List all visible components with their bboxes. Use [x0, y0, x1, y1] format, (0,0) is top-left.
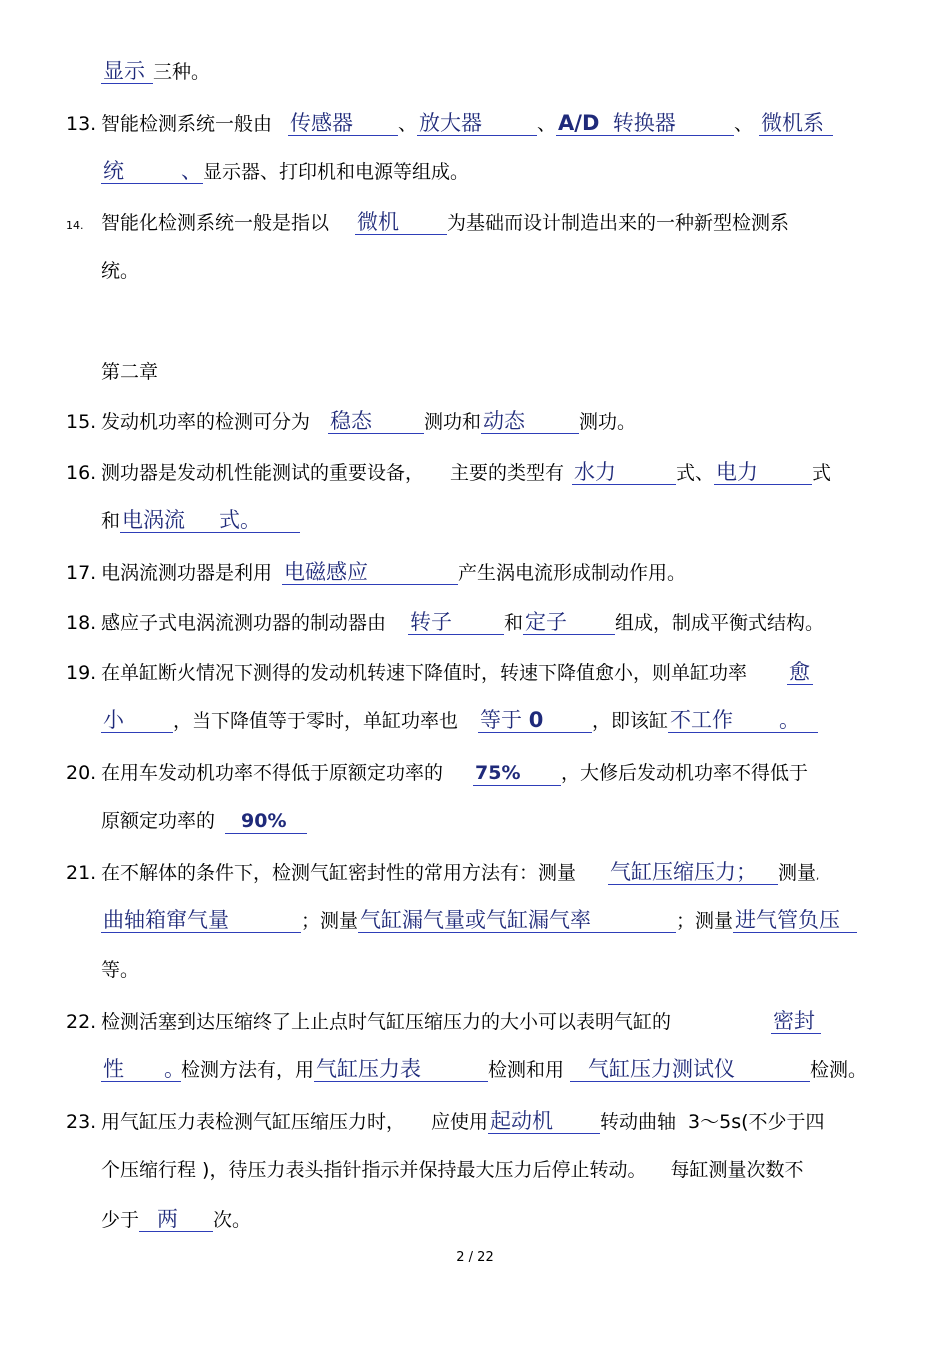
static-text: 检测活塞到达压缩终了上止点时气缸压缩压力的大小可以表明气缸的	[101, 1011, 672, 1033]
question-number: 13.	[66, 113, 97, 135]
static-text: 和	[504, 612, 524, 634]
answer-blank: 两	[139, 1207, 213, 1232]
static-text: 智能检测系统一般由	[101, 113, 273, 135]
answer-blank: 曲轴箱窜气量	[101, 908, 301, 933]
answer-blank: 性 。	[103, 1057, 185, 1081]
answer-blank: 水力	[572, 460, 676, 485]
answer-blank: 愈	[787, 660, 813, 685]
answer-blank: 起动机	[488, 1109, 600, 1134]
static-text: 、	[398, 113, 418, 135]
static-text: 组成，制成平衡式结构。	[615, 612, 825, 634]
static-text: 为基础而设计制造出来的一种新型检测系	[447, 212, 790, 234]
question-number: 18.	[66, 612, 97, 634]
static-text: 个压缩行程 )，待压力表头指针指示并保持最大压力后停止转动。	[101, 1159, 647, 1181]
static-text: 测功和	[424, 411, 482, 433]
static-text: 发动机功率的检测可分为	[101, 411, 311, 433]
static-text: 测量	[778, 862, 817, 884]
static-text: 转动曲轴	[600, 1111, 677, 1133]
answer-blank: 90%	[225, 809, 307, 834]
static-text: 在用车发动机功率不得低于原额定功率的	[101, 762, 444, 784]
answer-blank: 显示	[101, 59, 153, 84]
answer-blank: 电磁感应	[282, 560, 458, 585]
question-number: 22.	[66, 1011, 97, 1033]
question-number: 23.	[66, 1111, 97, 1133]
answer-blank: 定子	[523, 610, 615, 635]
static-text: 统。	[101, 260, 140, 282]
answer-blank: 转子	[408, 610, 504, 635]
page-number: 2 / 22	[456, 1250, 494, 1265]
question-number: 15.	[66, 411, 97, 433]
question-number: 20.	[66, 762, 97, 784]
static-text: ，即该缸	[592, 710, 669, 732]
static-text: 原额定功率的	[101, 810, 216, 832]
static-text: 、	[734, 113, 754, 135]
answer-blank: 密封	[771, 1009, 821, 1034]
static-text: 式、	[676, 462, 715, 484]
answer-blank: 气缸压力表	[314, 1057, 488, 1082]
static-text: 测功。	[579, 411, 637, 433]
static-text: 每缸测量次数不	[670, 1159, 804, 1181]
static-text: ；测量	[676, 910, 734, 932]
static-text: 式	[812, 462, 832, 484]
question-number: 19.	[66, 662, 97, 684]
static-text: 智能化检测系统一般是指以	[101, 212, 330, 234]
answer-blank: A/D 转换器	[556, 111, 734, 136]
static-text: ,	[816, 871, 820, 882]
static-text: 在单缸断火情况下测得的发动机转速下降值时，转速下降值愈小，则单缸功率	[101, 662, 748, 684]
answer-blank: 等于 0	[478, 708, 592, 733]
answer-blank: 稳态	[328, 409, 424, 434]
chapter-heading: 第二章	[101, 361, 159, 383]
answer-blank: 电力	[714, 460, 812, 485]
static-text: 感应子式电涡流测功器的制动器由	[101, 612, 387, 634]
answer-blank: 电涡流 式。	[120, 508, 300, 533]
static-text: 电涡流测功器是利用	[101, 562, 273, 584]
question-number: 17.	[66, 562, 97, 584]
static-text: ；测量	[301, 910, 359, 932]
static-text: 产生涡电流形成制动作用。	[458, 562, 687, 584]
static-text: 检测方法有，用	[181, 1059, 315, 1081]
answer-blank: 传感器	[288, 111, 398, 136]
static-text: 等。	[101, 959, 140, 981]
answer-blank: 气缸压缩压力；	[608, 860, 778, 885]
answer-blank: 不工作 。	[668, 708, 818, 733]
answer-blank: 微机	[355, 210, 447, 235]
static-text: 主要的类型有	[450, 462, 565, 484]
question-number: 16.	[66, 462, 97, 484]
answer-blank: 75%	[473, 761, 561, 786]
answer-blank: 气缸漏气量或气缸漏气率	[358, 908, 676, 933]
static-text: 用气缸压力表检测气缸压缩压力时，	[101, 1111, 406, 1133]
static-text: 在不解体的条件下，检测气缸密封性的常用方法有：测量	[101, 862, 577, 884]
static-text: ，大修后发动机功率不得低于	[561, 762, 809, 784]
answer-blank: 微机系	[759, 111, 833, 136]
static-text: 检测。	[810, 1059, 868, 1081]
static-text: 三种。	[153, 61, 211, 83]
question-number: 14.	[66, 219, 84, 232]
static-text: 应使用	[431, 1111, 489, 1133]
static-text: 和	[101, 510, 121, 532]
question-number: 21.	[66, 862, 97, 884]
answer-blank: 动态	[481, 409, 579, 434]
answer-blank: 进气管负压	[733, 908, 857, 933]
static-text: 测功器是发动机性能测试的重要设备，	[101, 462, 425, 484]
answer-blank: 、	[175, 159, 203, 184]
answer-blank: 统	[101, 159, 175, 184]
static-text: 显示器、打印机和电源等组成。	[203, 161, 470, 183]
static-text: ，当下降值等于零时，单缸功率也	[173, 710, 459, 732]
static-text: 、	[537, 113, 557, 135]
answer-blank: 放大器	[417, 111, 537, 136]
answer-blank: 小	[101, 708, 173, 733]
static-text: 次。	[213, 1209, 252, 1231]
answer-blank: 气缸压力测试仪	[570, 1057, 810, 1082]
static-text: 3～5s(不少于四	[688, 1111, 825, 1133]
static-text: 检测和用	[488, 1059, 565, 1081]
static-text: 少于	[101, 1209, 140, 1231]
